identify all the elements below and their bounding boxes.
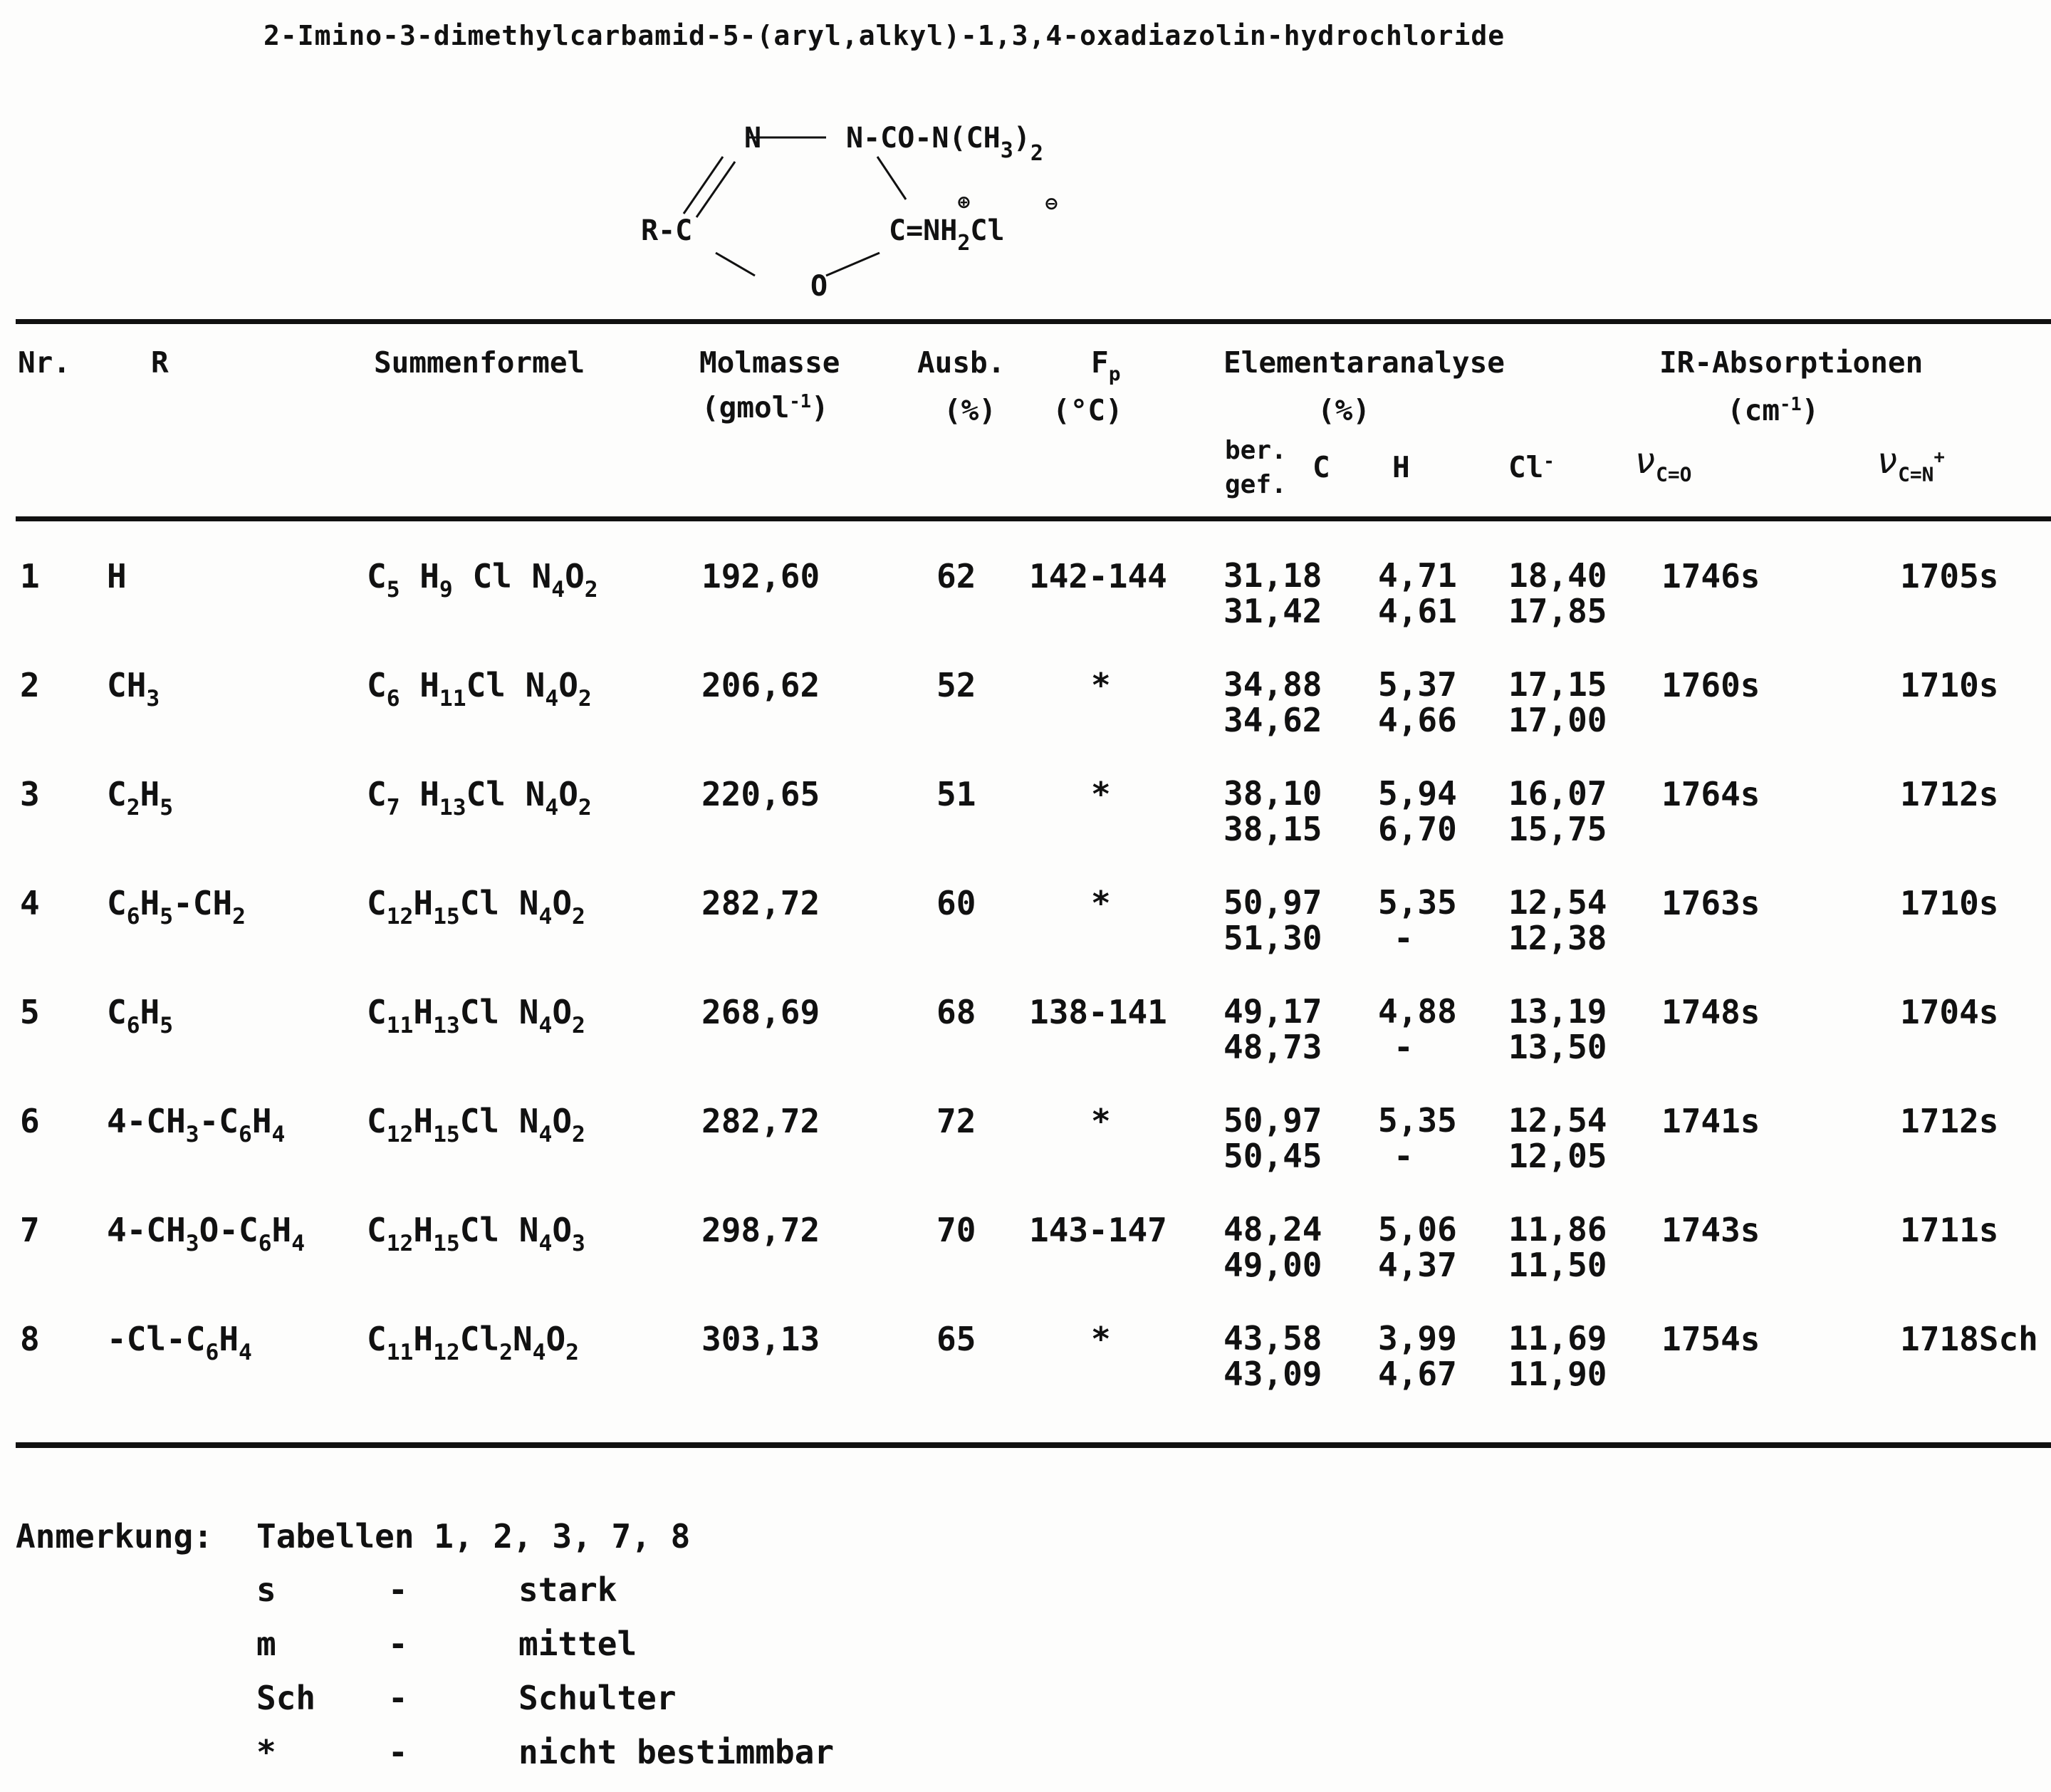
analysis-h bbox=[1378, 776, 1457, 847]
note-value: mittel bbox=[518, 1625, 637, 1663]
analysis-cl-found: 12,05 bbox=[1508, 1137, 1607, 1175]
analysis-h-calculated: 5,94 bbox=[1378, 774, 1457, 813]
header-nu-cn: $\nu_{C=N}^+$ bbox=[1877, 440, 1945, 486]
ir-nu-co: 1741s bbox=[1661, 1102, 1760, 1140]
analysis-cl-calculated: 12,54 bbox=[1508, 1101, 1607, 1140]
r-substituent-carbon: R-C bbox=[641, 214, 693, 247]
ir-nu-co: 1743s bbox=[1661, 1211, 1760, 1249]
analysis-h bbox=[1378, 994, 1457, 1065]
analysis-cl-found: 17,85 bbox=[1508, 592, 1607, 630]
melting-point: 143-147 bbox=[1029, 1211, 1167, 1249]
row-number: 4 bbox=[20, 884, 40, 922]
row-number: 2 bbox=[20, 666, 40, 704]
analysis-cl bbox=[1508, 1103, 1607, 1174]
analysis-cl bbox=[1508, 885, 1607, 956]
analysis-h-found: 4,61 bbox=[1378, 592, 1457, 630]
ir-nu-cn: 1718Sch bbox=[1900, 1320, 2038, 1358]
substituent-r: $C_2H_5$ bbox=[107, 775, 174, 821]
substituent-r: $4-CH_3-C_6H_4$ bbox=[107, 1102, 286, 1148]
analysis-h-calculated: 5,06 bbox=[1378, 1210, 1457, 1249]
melting-point: * bbox=[1091, 884, 1111, 922]
analysis-cl-calculated: 16,07 bbox=[1508, 774, 1607, 813]
melting-point: * bbox=[1091, 775, 1111, 813]
ir-nu-co: 1763s bbox=[1661, 884, 1760, 922]
molar-mass: 298,72 bbox=[701, 1211, 820, 1249]
analysis-h bbox=[1378, 1212, 1457, 1283]
analysis-h-found: - bbox=[1394, 1028, 1414, 1066]
ir-nu-cn: 1711s bbox=[1900, 1211, 1999, 1249]
header-c: C bbox=[1312, 450, 1330, 484]
analysis-h-calculated: 4,71 bbox=[1378, 556, 1457, 595]
row-number: 5 bbox=[20, 993, 40, 1031]
header-yield-unit: (%) bbox=[944, 393, 997, 427]
molar-mass: 282,72 bbox=[701, 884, 820, 922]
analysis-c-calculated: 50,97 bbox=[1223, 1101, 1322, 1140]
analysis-c bbox=[1223, 776, 1322, 847]
analysis-cl-found: 15,75 bbox=[1508, 810, 1607, 848]
molecular-formula: $C_5$ $H_9$ Cl $N_4O_2$ bbox=[367, 557, 598, 603]
ring-nitrogen-left: N bbox=[744, 122, 762, 155]
analysis-c-found: 38,15 bbox=[1223, 810, 1322, 848]
molecular-formula: $C_{12}H_{15}Cl$ $N_4O_2$ bbox=[367, 1102, 585, 1148]
melting-point: * bbox=[1091, 666, 1111, 704]
analysis-c-calculated: 49,17 bbox=[1223, 992, 1322, 1031]
note-key: m bbox=[256, 1625, 276, 1663]
analysis-h-calculated: 5,35 bbox=[1378, 1101, 1457, 1140]
row-number: 6 bbox=[20, 1102, 40, 1140]
row-number: 8 bbox=[20, 1320, 40, 1358]
table-bottom-rule bbox=[16, 1442, 2051, 1448]
analysis-cl bbox=[1508, 667, 1607, 738]
analysis-c-found: 34,62 bbox=[1223, 701, 1322, 739]
ir-nu-cn: 1710s bbox=[1900, 884, 1999, 922]
notes-label: Anmerkung: bbox=[16, 1517, 213, 1556]
analysis-c-found: 50,45 bbox=[1223, 1137, 1322, 1175]
row-number: 3 bbox=[20, 775, 40, 813]
analysis-cl-calculated: 11,69 bbox=[1508, 1319, 1607, 1358]
analysis-cl-calculated: 17,15 bbox=[1508, 665, 1607, 704]
note-value: stark bbox=[518, 1570, 617, 1609]
yield-percent: 68 bbox=[936, 993, 976, 1031]
analysis-c-calculated: 31,18 bbox=[1223, 556, 1322, 595]
analysis-c-found: 48,73 bbox=[1223, 1028, 1322, 1066]
analysis-h-found: 6,70 bbox=[1378, 810, 1457, 848]
analysis-h bbox=[1378, 1320, 1457, 1392]
analysis-h-found: - bbox=[1394, 1137, 1414, 1175]
row-number: 1 bbox=[20, 557, 40, 595]
ir-nu-cn: 1710s bbox=[1900, 666, 1999, 704]
header-ir-unit: $(cm^{-1})$ bbox=[1727, 393, 1820, 427]
analysis-cl-calculated: 11,86 bbox=[1508, 1210, 1607, 1249]
header-mass-unit: (gmol$^{-1}$) bbox=[701, 390, 829, 424]
melting-point: * bbox=[1091, 1102, 1111, 1140]
molar-mass: 282,72 bbox=[701, 1102, 820, 1140]
header-yield: Ausb. bbox=[917, 345, 1006, 380]
note-dash: - bbox=[388, 1733, 408, 1771]
negative-charge-icon: ⊖ bbox=[1045, 192, 1058, 215]
note-dash: - bbox=[388, 1625, 408, 1663]
analysis-cl-found: 12,38 bbox=[1508, 919, 1607, 957]
analysis-h bbox=[1378, 1103, 1457, 1174]
analysis-c-found: 49,00 bbox=[1223, 1246, 1322, 1284]
ir-nu-co: 1748s bbox=[1661, 993, 1760, 1031]
molar-mass: 192,60 bbox=[701, 557, 820, 595]
yield-percent: 70 bbox=[936, 1211, 976, 1249]
analysis-c bbox=[1223, 885, 1322, 956]
analysis-cl-found: 13,50 bbox=[1508, 1028, 1607, 1066]
analysis-cl bbox=[1508, 994, 1607, 1065]
note-dash: - bbox=[388, 1570, 408, 1609]
header-cl: Cl- bbox=[1508, 450, 1555, 484]
header-fp-unit: (°C) bbox=[1053, 393, 1123, 427]
header-r: R bbox=[151, 345, 169, 380]
analysis-c-calculated: 43,58 bbox=[1223, 1319, 1322, 1358]
note-value: nicht bestimmbar bbox=[518, 1733, 835, 1771]
analysis-c bbox=[1223, 1103, 1322, 1174]
header-nr: Nr. bbox=[18, 345, 71, 380]
header-mass: Molmasse bbox=[699, 345, 840, 380]
ir-nu-cn: 1712s bbox=[1900, 775, 1999, 813]
header-h: H bbox=[1392, 450, 1410, 484]
analysis-h bbox=[1378, 667, 1457, 738]
molecular-formula: $C_6$ $H_{11}Cl$ $N_4O_2$ bbox=[367, 666, 592, 712]
substituent-r: $4-CH_3O-C_6H_4$ bbox=[107, 1211, 306, 1257]
note-value: Schulter bbox=[518, 1679, 677, 1717]
melting-point: 138-141 bbox=[1029, 993, 1167, 1031]
analysis-c-found: 43,09 bbox=[1223, 1355, 1322, 1393]
ir-nu-co: 1764s bbox=[1661, 775, 1760, 813]
analysis-h-found: - bbox=[1394, 919, 1414, 957]
positive-charge-icon: ⊕ bbox=[958, 190, 970, 214]
row-number: 7 bbox=[20, 1211, 40, 1249]
header-bottom-rule bbox=[16, 516, 2051, 521]
analysis-c-found: 31,42 bbox=[1223, 592, 1322, 630]
yield-percent: 65 bbox=[936, 1320, 976, 1358]
document-title: 2-Imino-3-dimethylcarbamid-5-(aryl,alkyl)-1,3,4-oxadiazolin-hydrochloride bbox=[263, 20, 1505, 51]
analysis-h-calculated: 3,99 bbox=[1378, 1319, 1457, 1358]
substituent-r: $C_6H_5-CH_2$ bbox=[107, 884, 246, 930]
header-formula: Summenformel bbox=[374, 345, 585, 380]
yield-percent: 60 bbox=[936, 884, 976, 922]
header-gef: gef. bbox=[1225, 470, 1287, 499]
melting-point: 142-144 bbox=[1029, 557, 1167, 595]
substituent-r: $C_6H_5$ bbox=[107, 993, 174, 1039]
analysis-cl-calculated: 12,54 bbox=[1508, 883, 1607, 922]
analysis-h bbox=[1378, 885, 1457, 956]
molar-mass: 303,13 bbox=[701, 1320, 820, 1358]
molecular-formula: $C_{12}H_{15}Cl$ $N_4O_2$ bbox=[367, 884, 585, 930]
analysis-cl bbox=[1508, 558, 1607, 629]
substituent-r: $CH_3$ bbox=[107, 666, 160, 712]
molar-mass: 206,62 bbox=[701, 666, 820, 704]
analysis-c-calculated: 50,97 bbox=[1223, 883, 1322, 922]
analysis-cl-found: 11,50 bbox=[1508, 1246, 1607, 1284]
iminium-group: $C=NH_2Cl$ bbox=[889, 214, 1005, 256]
ring-oxygen: O bbox=[810, 270, 828, 303]
analysis-h-found: 4,67 bbox=[1378, 1355, 1457, 1393]
ir-nu-co: 1760s bbox=[1661, 666, 1760, 704]
analysis-h-found: 4,37 bbox=[1378, 1246, 1457, 1284]
yield-percent: 51 bbox=[936, 775, 976, 813]
analysis-cl bbox=[1508, 1212, 1607, 1283]
header-nu-co: $\nu_{C=O}$ bbox=[1634, 440, 1692, 486]
ir-nu-cn: 1712s bbox=[1900, 1102, 1999, 1140]
analysis-cl bbox=[1508, 1320, 1607, 1392]
note-key: s bbox=[256, 1570, 276, 1609]
analysis-cl-calculated: 18,40 bbox=[1508, 556, 1607, 595]
molecular-formula: $C_7$ $H_{13}Cl$ $N_4O_2$ bbox=[367, 775, 592, 821]
header-ir: IR-Absorptionen bbox=[1659, 345, 1924, 380]
analysis-cl-calculated: 13,19 bbox=[1508, 992, 1607, 1031]
ir-nu-cn: 1704s bbox=[1900, 993, 1999, 1031]
analysis-cl-found: 17,00 bbox=[1508, 701, 1607, 739]
molecular-formula: $C_{12}H_{15}Cl$ $N_4O_3$ bbox=[367, 1211, 585, 1257]
analysis-cl-found: 11,90 bbox=[1508, 1355, 1607, 1393]
table-top-rule bbox=[16, 319, 2051, 324]
yield-percent: 72 bbox=[936, 1102, 976, 1140]
analysis-c bbox=[1223, 1212, 1322, 1283]
yield-percent: 52 bbox=[936, 666, 976, 704]
yield-percent: 62 bbox=[936, 557, 976, 595]
analysis-h-calculated: 4,88 bbox=[1378, 992, 1457, 1031]
substituent-r: $-Cl-C_6H_4$ bbox=[107, 1320, 252, 1366]
header-ber: ber. bbox=[1225, 436, 1287, 465]
analysis-c bbox=[1223, 1320, 1322, 1392]
note-key: Sch bbox=[256, 1679, 316, 1717]
molecular-formula: $C_{11}H_{13}Cl$ $N_4O_2$ bbox=[367, 993, 585, 1039]
molecular-formula: $C_{11}H_{12}Cl_2N_4O_2$ bbox=[367, 1320, 579, 1366]
molar-mass: 268,69 bbox=[701, 993, 820, 1031]
note-key: * bbox=[256, 1733, 276, 1771]
molar-mass: 220,65 bbox=[701, 775, 820, 813]
analysis-c-calculated: 38,10 bbox=[1223, 774, 1322, 813]
melting-point: * bbox=[1091, 1320, 1111, 1358]
analysis-h-calculated: 5,37 bbox=[1378, 665, 1457, 704]
ir-nu-co: 1754s bbox=[1661, 1320, 1760, 1358]
dimethylcarbamoyl-group: $N-CO-N(CH_3)_2$ bbox=[846, 122, 1043, 166]
ir-nu-cn: 1705s bbox=[1900, 557, 1999, 595]
analysis-h-calculated: 5,35 bbox=[1378, 883, 1457, 922]
note-dash: - bbox=[388, 1679, 408, 1717]
analysis-c bbox=[1223, 667, 1322, 738]
header-fp: $F_p$ bbox=[1091, 345, 1121, 386]
oxadiazolin-structure-diagram bbox=[641, 118, 1154, 310]
analysis-c-calculated: 48,24 bbox=[1223, 1210, 1322, 1249]
analysis-h bbox=[1378, 558, 1457, 629]
analysis-c-found: 51,30 bbox=[1223, 919, 1322, 957]
analysis-h-found: 4,66 bbox=[1378, 701, 1457, 739]
ir-nu-co: 1746s bbox=[1661, 557, 1760, 595]
analysis-cl bbox=[1508, 776, 1607, 847]
notes-tables: Tabellen 1, 2, 3, 7, 8 bbox=[256, 1517, 691, 1556]
analysis-c bbox=[1223, 558, 1322, 629]
substituent-r: H bbox=[107, 557, 127, 595]
header-ea-unit: (%) bbox=[1317, 393, 1371, 427]
analysis-c-calculated: 34,88 bbox=[1223, 665, 1322, 704]
analysis-c bbox=[1223, 994, 1322, 1065]
header-elemental-analysis: Elementaranalyse bbox=[1223, 345, 1505, 380]
